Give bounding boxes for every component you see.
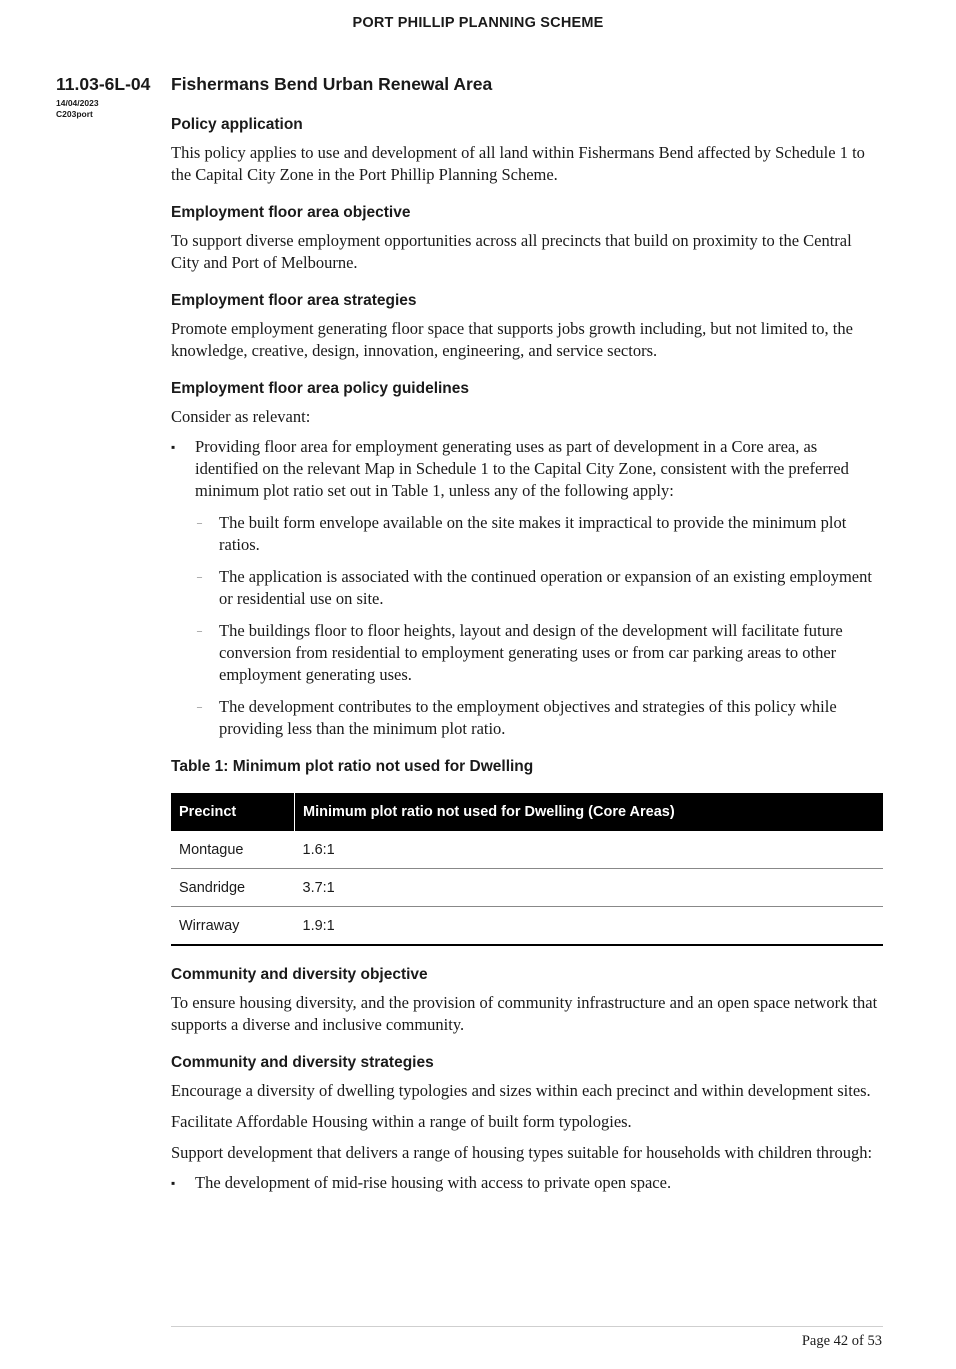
list-item [171, 436, 883, 740]
plot-ratio-table [171, 793, 883, 946]
clause-number: 11.03-6L-04 [56, 74, 151, 94]
policy-application-heading: Policy application [171, 116, 303, 133]
dash-text: The built form envelope available on the site makes it impractical to provide the minimum plot ratios. [219, 513, 847, 554]
table-title: Table 1: Minimum plot ratio not used for Dwelling [171, 758, 534, 775]
employment-guidelines-intro: Consider as relevant: [171, 407, 311, 426]
bullet-text: The development of mid-rise housing with access to private open space. [195, 1173, 672, 1192]
bullet-text: Providing floor area for employment generating uses as part of development in a Core area, as identified on the relevant Map in Schedule 1 to the Capital City Zone, consistent with the preferred minimum plot ratio set out in Table 1, unless any of the following apply: [195, 437, 849, 500]
employment-strategies-heading: Employment floor area strategies [171, 292, 417, 309]
list-item [195, 512, 883, 556]
table-cell-precinct: Wirraway [171, 907, 295, 946]
clause-date: 14/04/2023 [56, 98, 99, 108]
dash-icon: – [197, 572, 202, 583]
list-item [171, 1172, 883, 1194]
list-item [195, 566, 883, 610]
page-number: Page 42 of 53 [801, 1333, 882, 1349]
table-header-precinct: Precinct [171, 793, 295, 831]
dash-text: The development contributes to the employment objectives and strategies of this policy while providing less than the minimum plot ratio. [219, 697, 837, 738]
employment-strategies-text: Promote employment generating floor space that supports jobs growth including, but not limited to, the knowledge, creative, design, innovation, engineering, and service sectors. [171, 319, 853, 360]
list-item [195, 620, 883, 686]
footer-divider [171, 1326, 883, 1327]
table-cell-ratio: 3.7:1 [295, 869, 884, 907]
table-header-row [171, 793, 883, 831]
table-cell-ratio: 1.9:1 [295, 907, 884, 946]
community-objective-text: To ensure housing diversity, and the provision of community infrastructure and an open space network that supports a diverse and inclusive community. [171, 993, 878, 1034]
community-bullet-list [171, 1172, 883, 1194]
guidelines-dash-list [195, 512, 883, 740]
table-row [171, 907, 883, 946]
clause-title: Fishermans Bend Urban Renewal Area [171, 74, 493, 94]
bullet-icon: ▪ [171, 440, 176, 454]
clause-meta [56, 98, 99, 120]
document-header: PORT PHILLIP PLANNING SCHEME [352, 15, 604, 31]
community-strategies-heading: Community and diversity strategies [171, 1054, 434, 1071]
community-strategies-p2: Facilitate Affordable Housing within a range of built form typologies. [171, 1112, 632, 1131]
employment-guidelines-heading: Employment floor area policy guidelines [171, 380, 470, 397]
table-cell-precinct: Sandridge [171, 869, 295, 907]
table-header-ratio: Minimum plot ratio not used for Dwelling (Core Areas) [295, 793, 884, 831]
community-strategies-p3: Support development that delivers a range of housing types suitable for households with children through: [171, 1143, 873, 1162]
policy-application-text: This policy applies to use and development of all land within Fishermans Bend affected by Schedule 1 to the Capital City Zone in the Port Phillip Planning Scheme. [171, 143, 865, 184]
list-item [195, 696, 883, 740]
dash-icon: – [197, 518, 202, 529]
guidelines-bullet-list [171, 436, 883, 740]
table-row [171, 831, 883, 869]
employment-objective-text: To support diverse employment opportunities across all precincts that build on proximity to the Central City and Port of Melbourne. [171, 231, 852, 272]
clause-content [171, 112, 883, 1194]
dash-icon: – [197, 626, 202, 637]
dash-text: The application is associated with the continued operation or expansion of an existing employment or residential use on site. [219, 567, 872, 608]
table-row [171, 869, 883, 907]
table-cell-precinct: Montague [171, 831, 295, 869]
clause-amendment: C203port [56, 109, 93, 119]
table-cell-ratio: 1.6:1 [295, 831, 884, 869]
dash-text: The buildings floor to floor heights, layout and design of the development will facilitate future conversion from residential to employment generating uses or from car parking areas to other employment generating uses. [219, 621, 843, 684]
dash-icon: – [197, 702, 202, 713]
community-strategies-p1: Encourage a diversity of dwelling typologies and sizes within each precinct and within development sites. [171, 1081, 871, 1100]
bullet-icon: ▪ [171, 1176, 176, 1190]
employment-objective-heading: Employment floor area objective [171, 204, 411, 221]
community-objective-heading: Community and diversity objective [171, 966, 428, 983]
